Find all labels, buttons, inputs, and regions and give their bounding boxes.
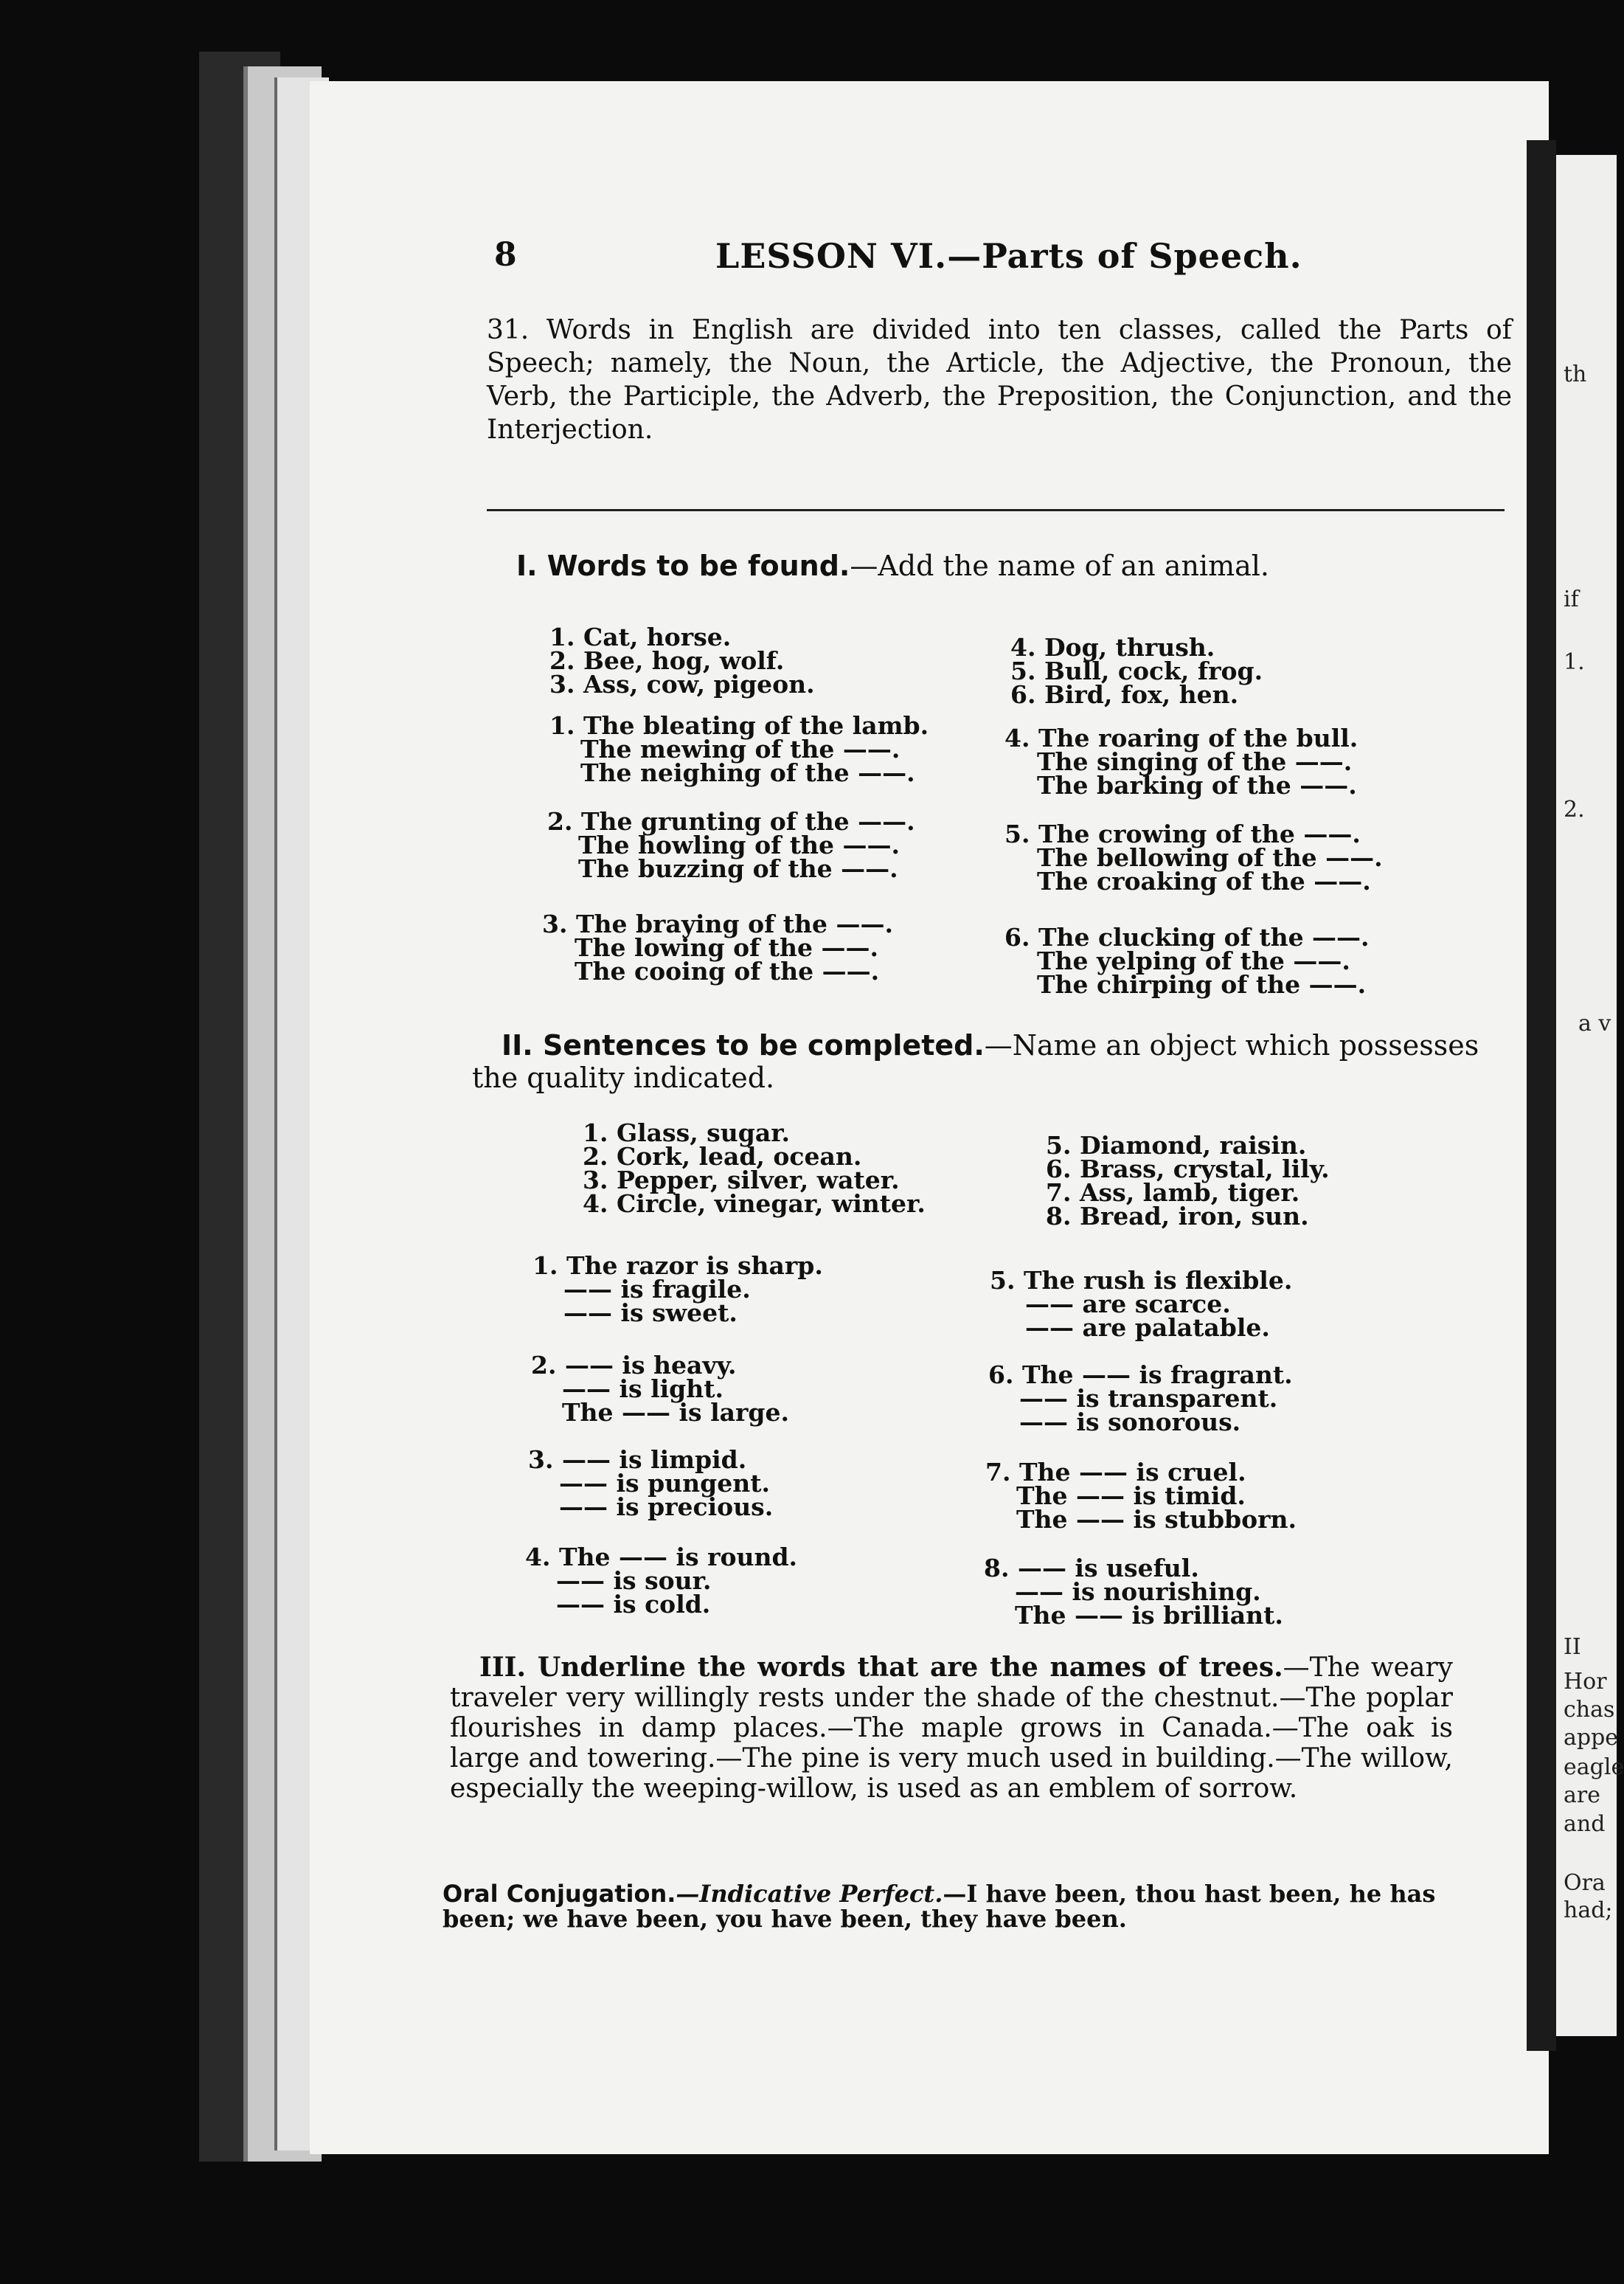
list-item: 6. Bird, fox, hen.	[1010, 680, 1239, 709]
next-page-fragment: had;	[1564, 1897, 1613, 1923]
list-item: 8. Bread, iron, sun.	[1046, 1202, 1309, 1231]
exercise-group	[990, 1266, 1293, 1342]
exercise-group	[547, 807, 915, 883]
exercise-line: The lowing of the ——.	[575, 933, 878, 962]
section-1-list-right	[1010, 633, 1263, 709]
exercise-line: —— is cold.	[556, 1590, 711, 1619]
next-page-fragment: 1.	[1564, 649, 1585, 675]
exercise-line: The —— is brilliant.	[1015, 1601, 1283, 1630]
exercise-line: 5. The crowing of the ——.	[1004, 820, 1361, 848]
page-title: LESSON VI.—Parts of Speech.	[715, 236, 1302, 276]
list-item: 4. Circle, vinegar, winter.	[583, 1189, 926, 1218]
exercise-line: The howling of the ——.	[578, 831, 900, 859]
oral-conjugation	[443, 1881, 1460, 1931]
exercise-group	[531, 1351, 789, 1427]
oral-label: Oral Conjugation.	[443, 1880, 676, 1908]
exercise-line: The —— is large.	[562, 1398, 789, 1427]
exercise-group	[1004, 923, 1370, 999]
oral-text: —I have been, thou hast been, he has been; we have been, you have been, they have been.	[443, 1880, 1436, 1933]
book-gutter	[1527, 140, 1556, 2051]
next-page-fragment: 2.	[1564, 797, 1585, 823]
next-page-fragment: if	[1564, 586, 1579, 612]
section-1-list-left	[549, 623, 815, 699]
list-item: 7. Ass, lamb, tiger.	[1046, 1178, 1300, 1207]
exercise-group	[1004, 820, 1383, 896]
oral-subtitle: —Indicative Perfect.	[676, 1880, 943, 1908]
exercise-line: 6. The —— is fragrant.	[988, 1360, 1293, 1389]
exercise-group	[984, 1554, 1283, 1630]
next-page-fragment: Ora	[1564, 1870, 1606, 1896]
list-item: 5. Bull, cock, frog.	[1010, 657, 1263, 685]
list-item: 2. Cork, lead, ocean.	[583, 1142, 862, 1171]
exercise-line: The chirping of the ——.	[1037, 970, 1367, 999]
exercise-line: 7. The —— is cruel.	[985, 1458, 1246, 1487]
list-item: 3. Pepper, silver, water.	[583, 1166, 900, 1194]
exercise-line: —— is fragile.	[563, 1275, 751, 1304]
exercise-line: —— is pungent.	[559, 1469, 770, 1498]
exercise-line: 2. The grunting of the ——.	[547, 807, 915, 836]
exercise-line: The yelping of the ——.	[1037, 947, 1350, 975]
exercise-group	[528, 1445, 774, 1521]
list-item: 1. Cat, horse.	[549, 623, 732, 651]
exercise-line: —— is light.	[562, 1374, 723, 1403]
exercise-line: —— is nourishing.	[1015, 1577, 1261, 1606]
exercise-line: The singing of the ——.	[1037, 747, 1353, 776]
next-page-fragment: chas	[1564, 1697, 1615, 1723]
section-3-title: III. Underline the words that are the names of trees.	[479, 1652, 1283, 1683]
exercise-line: 8. —— is useful.	[984, 1554, 1199, 1582]
divider	[487, 509, 1505, 511]
exercise-line: —— are scarce.	[1025, 1290, 1231, 1318]
next-page-fragment: II	[1564, 1634, 1581, 1660]
exercise-group	[988, 1360, 1293, 1436]
exercise-line: The buzzing of the ——.	[578, 854, 898, 883]
exercise-group	[532, 1251, 823, 1327]
section-2-instruction: —Name an object which possesses the quality indicated.	[472, 1029, 1479, 1094]
exercise-line: —— is sweet.	[563, 1298, 738, 1327]
page-number: 8	[494, 236, 517, 274]
exercise-group	[549, 711, 929, 787]
next-page-fragment: a v	[1578, 1011, 1611, 1037]
exercise-line: 4. The roaring of the bull.	[1004, 724, 1358, 752]
next-page-fragment: are	[1564, 1782, 1600, 1808]
exercise-group	[542, 910, 893, 986]
section-3-paragraph	[450, 1653, 1453, 1804]
exercise-line: The barking of the ——.	[1037, 771, 1357, 800]
next-page-fragment: th	[1564, 361, 1587, 387]
exercise-line: 3. The braying of the ——.	[542, 910, 893, 938]
section-2-list-left	[583, 1118, 926, 1218]
exercise-group	[1004, 724, 1358, 800]
next-page-fragment: and	[1564, 1811, 1606, 1837]
section-2-list-right	[1046, 1131, 1330, 1231]
exercise-line: 2. —— is heavy.	[531, 1351, 737, 1380]
next-page-fragment: eagle	[1564, 1754, 1624, 1780]
list-item: 6. Brass, crystal, lily.	[1046, 1155, 1330, 1183]
list-item: 5. Diamond, raisin.	[1046, 1131, 1307, 1160]
exercise-line: The cooing of the ——.	[575, 957, 880, 986]
list-item: 3. Ass, cow, pigeon.	[549, 670, 815, 699]
exercise-line: 3. —— is limpid.	[528, 1445, 747, 1474]
exercise-line: —— is transparent.	[1019, 1384, 1278, 1413]
exercise-line: The —— is timid.	[1016, 1481, 1246, 1510]
exercise-line: The bellowing of the ——.	[1037, 843, 1383, 872]
section-3-text: —The weary traveler very willingly rests under the shade of the chestnut.—The poplar flourishes in damp places.—The maple grows in Canada.—The oak is large and towering.—The pine is very much used in building.—The willow, especially the weeping-willow, is used as an emblem of sorrow.	[450, 1653, 1453, 1804]
section-1-title: I. Words to be found.	[516, 550, 850, 582]
exercise-line: —— is precious.	[559, 1492, 774, 1521]
next-page-fragment: Hor	[1564, 1669, 1607, 1695]
section-1-instruction: —Add the name of an animal.	[850, 550, 1270, 582]
list-item: 2. Bee, hog, wolf.	[549, 646, 785, 675]
next-page-fragment: appe	[1564, 1725, 1619, 1751]
exercise-group	[985, 1458, 1297, 1534]
section-2-heading	[472, 1029, 1482, 1094]
exercise-line: The mewing of the ——.	[580, 735, 901, 764]
exercise-line: 1. The razor is sharp.	[532, 1251, 823, 1280]
list-item: 4. Dog, thrush.	[1010, 633, 1215, 662]
exercise-group	[525, 1543, 798, 1619]
exercise-line: The —— is stubborn.	[1016, 1505, 1297, 1534]
section-1-heading	[516, 550, 1512, 582]
intro-paragraph: 31. Words in English are divided into ten classes, called the Parts of Speech; namely, the Noun, the Article, the Adjective, the Pronoun, the Verb, the Participle, the Adverb, the Preposition, the Conjunction, and the Interjection.	[487, 315, 1512, 445]
exercise-line: The croaking of the ——.	[1037, 867, 1371, 896]
page-header	[494, 236, 1512, 288]
exercise-line: 1. The bleating of the lamb.	[549, 711, 929, 740]
exercise-line: —— is sonorous.	[1019, 1408, 1241, 1436]
exercise-line: The neighing of the ——.	[580, 758, 915, 787]
exercise-line: 6. The clucking of the ——.	[1004, 923, 1370, 952]
exercise-line: 5. The rush is flexible.	[990, 1266, 1293, 1295]
list-item: 1. Glass, sugar.	[583, 1118, 791, 1147]
exercise-line: —— are palatable.	[1025, 1313, 1270, 1342]
exercise-line: 4. The —— is round.	[525, 1543, 798, 1571]
section-2-title: II. Sentences to be completed.	[502, 1029, 985, 1062]
exercise-line: —— is sour.	[556, 1566, 712, 1595]
